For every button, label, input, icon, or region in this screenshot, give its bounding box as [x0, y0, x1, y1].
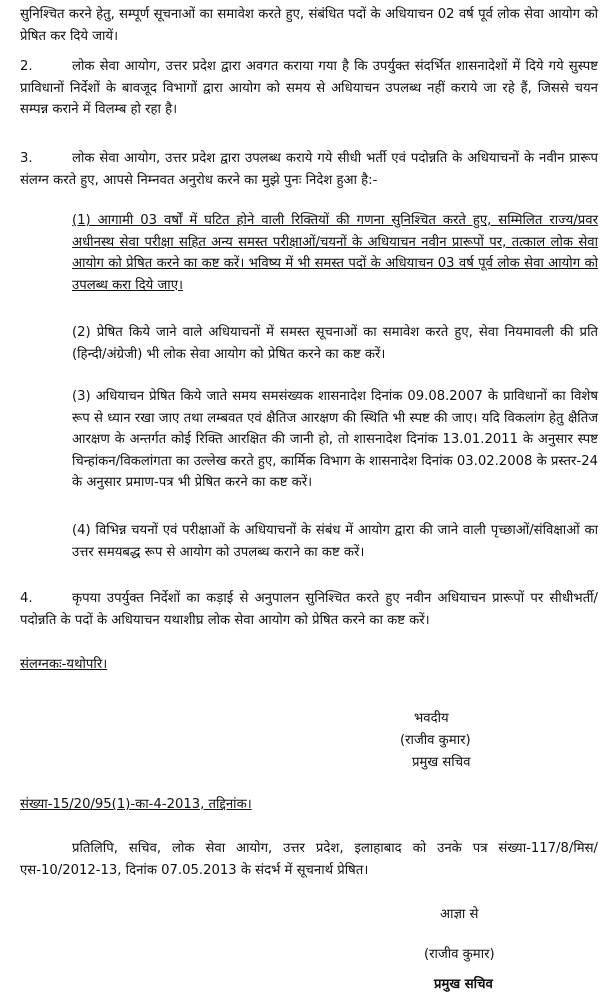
- signatory-designation: प्रमुख सचिव: [434, 977, 493, 992]
- paragraph-3: [20, 148, 598, 191]
- enclosure-note: संलग्नकः-यथोपरि।: [20, 657, 108, 672]
- point-1: (1) आगामी 03 वर्षों में घटित होने वाली रिक्तियों की गणना सुनिश्चित करते हुए, सम्मिलित राज्य/प्रवर अधीनस्थ सेवा परीक्षा सहित अन्य समस्त परीक्षाओं/चयनों के अधियाचन नवीन प्रारूपों पर, तत्काल लोक सेवा आयोग को प्रेषित करने का कष्ट करें। भविष्य में भी समस्त पदों के अधियाचन 03 वर्ष पूर्व लोक सेवा आयोग को उपलब्ध करा दिये जाए।: [72, 213, 598, 293]
- paragraph-3-number: 3.: [20, 151, 33, 166]
- point-2: (2) प्रेषित किये जाने वाले अधियाचनों में समस्त सूचनाओं का समावेश करते हुए, सेवा नियमावली की प्रति (हिन्दी/अंग्रेजी) भी लोक सेवा आयोग को प्रेषित करने का कष्ट करें।: [72, 325, 598, 362]
- paragraph-4: [20, 588, 598, 631]
- point-4: (4) विभिन्न चयनों एवं परीक्षाओं के अधियाचनों के संबंध में आयोग द्वारा की जाने वाली पृच्छाओं/संविक्षाओं का उत्तर समयबद्ध रूप से आयोग को उपलब्ध कराने का कष्ट करें।: [72, 523, 598, 560]
- paragraph-4-text: कृपया उपर्युक्त निर्देशों का कड़ाई से अनुपालन सुनिश्चित करते हुए नवीन अधियाचन प्रारूपों पर सीधीभर्ती/पदोन्नति के पदों के अधियाचन यथाशीघ्र लोक सेवा आयोग को प्रेषित करने का कष्ट करें।: [20, 591, 598, 628]
- paragraph-2-text: लोक सेवा आयोग, उत्तर प्रदेश द्वारा अवगत कराया गया है कि उपर्युक्त संदर्भित शासनादेशों में दिये गये सुस्पष्ट प्राविधानों निर्देशों के बावजूद विभागों द्वारा आयोग को समय से अधियाचन उपलब्ध नहीं कराये जा रहे हैं, जिससे चयन सम्पन्न कराने में विलम्ब हो रहा है।: [20, 59, 598, 117]
- reference-number: संख्या-15/20/95(1)-का-4-2013, तद्दिनांक।: [20, 797, 252, 812]
- signature-closing: भवदीय: [414, 711, 449, 726]
- intro-paragraph: सुनिश्चित करने हेतु, सम्पूर्ण सूचनाओं का समावेश करते हुए, संबंधित पदों के अधियाचन 02 वर्ष पूर्व लोक सेवा आयोग को प्रेषित कर दिये जायें।: [20, 7, 598, 44]
- point-3: (3) अधियाचन प्रेषित किये जाते समय समसंख्यक शासनादेश दिनांक 09.08.2007 के प्राविधानों का विशेष रूप से ध्यान रखा जाए तथा लम्बवत एवं क्षैतिज आरक्षण की स्थिति भी स्पष्ट की जाए। यदि विकलांग हेतु क्षैतिज आरक्षण के अन्तर्गत कोई रिक्ति आरक्षित की जानी हो, तो शासनादेश दिनांक 13.01.2011 के अनुसार स्पष्ट चिन्हांकन/विकलांगता का उल्लेख करते हुए, कार्मिक विभाग के शासनादेश दिनांक 03.02.2008 के प्रस्तर-24 के अनुसार प्रमाण-पत्र भी प्रेषित करने का कष्ट करें।: [72, 389, 598, 490]
- paragraph-4-number: 4.: [20, 591, 33, 606]
- signature-designation: प्रमुख सचिव: [412, 755, 471, 770]
- signature-name: (राजीव कुमार): [400, 733, 471, 748]
- order-closing: आज्ञा से: [440, 907, 479, 922]
- paragraph-3-text: लोक सेवा आयोग, उत्तर प्रदेश द्वारा उपलब्ध कराये गये सीधी भर्ती एवं पदोन्नति के अधियाचनों के नवीन प्रारूप संलग्न करते हुए, आपसे निम्नवत अनुरोध करने का मुझे पुनः निदेश हुआ है:-: [20, 151, 598, 188]
- signatory-name: (राजीव कुमार): [424, 947, 495, 962]
- copy-paragraph: प्रतिलिपि, सचिव, लोक सेवा आयोग, उत्तर प्रदेश, इलाहाबाद को उनके पत्र संख्या-117/8/मिस/एस-10/2012-13, दिनांक 07.05.2013 के संदर्भ में सूचनार्थ प्रेषित।: [20, 841, 598, 878]
- paragraph-2: [20, 56, 598, 121]
- paragraph-2-number: 2.: [20, 59, 33, 74]
